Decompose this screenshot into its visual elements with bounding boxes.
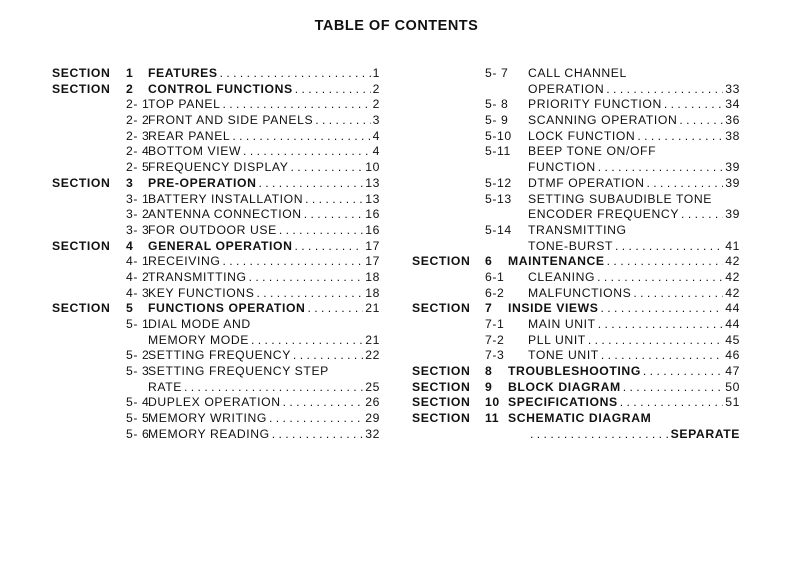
dot-leader bbox=[258, 176, 363, 192]
page-number: 34 bbox=[725, 97, 740, 112]
toc-entry bbox=[52, 192, 380, 208]
toc-entry bbox=[412, 270, 740, 286]
page-number: 3 bbox=[372, 113, 380, 128]
entry-number: 2- 3 bbox=[126, 128, 150, 143]
toc-entry bbox=[412, 223, 740, 239]
page-number: 39 bbox=[725, 175, 740, 190]
entry-title: MAIN UNIT bbox=[528, 317, 596, 331]
dot-leader bbox=[681, 207, 723, 223]
toc-entry bbox=[52, 395, 380, 411]
entry-number: 7-3 bbox=[485, 348, 505, 363]
toc-entry bbox=[412, 113, 740, 129]
entry-title: TRANSMITTING bbox=[148, 269, 247, 284]
entry-title: INSIDE VIEWS bbox=[508, 301, 599, 316]
page-number: 16 bbox=[365, 222, 380, 237]
section-label: SECTION bbox=[52, 175, 111, 190]
entry-title: TOP PANEL bbox=[148, 97, 221, 112]
toc-entry bbox=[52, 427, 380, 443]
page-number: 39 bbox=[725, 207, 740, 222]
toc-entry bbox=[412, 427, 740, 443]
entry-number: 5-11 bbox=[485, 144, 511, 159]
entry-title: TROUBLESHOOTING bbox=[508, 364, 641, 379]
page-number: 4 bbox=[372, 144, 380, 159]
entry-number: 6-2 bbox=[485, 285, 505, 300]
entry-title: BEEP TONE ON/OFF bbox=[528, 144, 657, 159]
section-label: SECTION bbox=[412, 411, 471, 426]
entry-number: 4- 2 bbox=[126, 269, 150, 284]
toc-entry bbox=[52, 286, 380, 302]
entry-number: 6 bbox=[485, 254, 493, 269]
toc-entry bbox=[412, 333, 740, 349]
section-label: SECTION bbox=[412, 301, 471, 316]
entry-number: 11 bbox=[485, 411, 500, 426]
entry-number: 9 bbox=[485, 379, 493, 394]
dot-leader bbox=[643, 364, 723, 380]
entry-title: SCHEMATIC DIAGRAM bbox=[508, 411, 652, 426]
entry-title: ANTENNA CONNECTION bbox=[148, 207, 302, 222]
toc-entry bbox=[52, 317, 380, 333]
section-label: SECTION bbox=[52, 66, 111, 80]
entry-number: 3 bbox=[126, 175, 134, 190]
toc-entry bbox=[52, 411, 380, 427]
page-number: 13 bbox=[365, 175, 380, 190]
entry-title: MALFUNCTIONS bbox=[528, 285, 632, 300]
entry-title: FRONT AND SIDE PANELS bbox=[148, 113, 314, 128]
page-number: 33 bbox=[725, 81, 740, 96]
dot-leader bbox=[272, 427, 364, 443]
toc-right-column bbox=[412, 66, 740, 443]
toc-entry bbox=[412, 207, 740, 223]
page-number: 17 bbox=[365, 238, 380, 253]
page-number: 32 bbox=[365, 426, 380, 441]
toc-entry bbox=[412, 144, 740, 160]
dot-leader bbox=[232, 129, 370, 145]
page-number: 42 bbox=[725, 269, 740, 284]
entry-number: 8 bbox=[485, 364, 493, 379]
toc-entry bbox=[52, 239, 380, 255]
entry-number: 2- 2 bbox=[126, 113, 150, 128]
dot-leader bbox=[249, 270, 364, 286]
entry-number: 7 bbox=[485, 301, 493, 316]
toc-entry bbox=[52, 129, 380, 145]
entry-number: 5-12 bbox=[485, 175, 512, 190]
section-label: SECTION bbox=[52, 238, 111, 253]
dot-leader bbox=[220, 66, 371, 82]
entry-title: SPECIFICATIONS bbox=[508, 395, 618, 410]
page-number: SEPARATE bbox=[670, 426, 740, 441]
entry-title: LOCK FUNCTION bbox=[528, 128, 636, 143]
toc-entry bbox=[412, 348, 740, 364]
dot-leader bbox=[623, 380, 723, 396]
entry-number: 10 bbox=[485, 395, 500, 410]
toc-entry bbox=[52, 176, 380, 192]
page-number: 36 bbox=[725, 113, 740, 128]
toc-entry bbox=[52, 66, 380, 82]
page-number: 21 bbox=[365, 301, 380, 316]
dot-leader bbox=[293, 348, 363, 364]
page-number: 46 bbox=[725, 348, 740, 363]
toc-left-column bbox=[52, 66, 380, 443]
dot-leader bbox=[620, 395, 723, 411]
page-number: 2 bbox=[372, 81, 380, 96]
toc-entry bbox=[412, 82, 740, 98]
entry-title: MEMORY READING bbox=[148, 426, 270, 441]
dot-leader bbox=[606, 82, 723, 98]
page-number: 18 bbox=[365, 285, 380, 300]
entry-title: MEMORY MODE bbox=[148, 332, 249, 347]
toc-entry bbox=[412, 97, 740, 113]
toc-entry bbox=[412, 364, 740, 380]
dot-leader bbox=[601, 348, 723, 364]
entry-title: TONE UNIT bbox=[528, 348, 599, 363]
dot-leader bbox=[664, 97, 723, 113]
entry-title: GENERAL OPERATION bbox=[148, 238, 293, 253]
entry-number: 4 bbox=[126, 238, 134, 253]
entry-title: CALL CHANNEL bbox=[528, 66, 627, 80]
page-number: 13 bbox=[365, 191, 380, 206]
section-label: SECTION bbox=[412, 254, 471, 269]
entry-title: SCANNING OPERATION bbox=[528, 113, 678, 128]
page-number: 18 bbox=[365, 269, 380, 284]
entry-number: 5-10 bbox=[485, 128, 512, 143]
toc-entry bbox=[412, 192, 740, 208]
page-number: 26 bbox=[365, 395, 380, 410]
entry-number: 5- 2 bbox=[126, 348, 150, 363]
entry-title: DIAL MODE AND bbox=[148, 317, 251, 331]
entry-title: BATTERY INSTALLATION bbox=[148, 191, 304, 206]
toc-entry bbox=[412, 286, 740, 302]
dot-leader bbox=[256, 286, 363, 302]
dot-leader bbox=[184, 380, 363, 396]
entry-number: 2 bbox=[126, 81, 134, 96]
dot-leader bbox=[290, 160, 363, 176]
toc-entry bbox=[52, 144, 380, 160]
entry-title: RATE bbox=[148, 379, 182, 394]
entry-number: 3- 2 bbox=[126, 207, 150, 222]
entry-title: DUPLEX OPERATION bbox=[148, 395, 281, 410]
toc-entry bbox=[52, 82, 380, 98]
entry-title: OPERATION bbox=[528, 81, 605, 96]
page-number: 42 bbox=[725, 254, 740, 269]
dot-leader bbox=[530, 427, 669, 443]
entry-title: MAINTENANCE bbox=[508, 254, 605, 269]
dot-leader bbox=[251, 333, 363, 349]
entry-title: FOR OUTDOOR USE bbox=[148, 222, 277, 237]
entry-title: TONE-BURST bbox=[528, 238, 613, 253]
dot-leader bbox=[283, 395, 364, 411]
toc-entry bbox=[52, 301, 380, 317]
dot-leader bbox=[269, 411, 363, 427]
page-number: 10 bbox=[365, 160, 380, 175]
entry-title: BLOCK DIAGRAM bbox=[508, 379, 621, 394]
page-number: 50 bbox=[725, 379, 740, 394]
entry-title: PRIORITY FUNCTION bbox=[528, 97, 662, 112]
dot-leader bbox=[315, 113, 370, 129]
entry-title: SETTING SUBAUDIBLE TONE bbox=[528, 191, 713, 206]
dot-leader bbox=[679, 113, 723, 129]
page-number: 51 bbox=[725, 395, 740, 410]
page-number: 47 bbox=[725, 364, 740, 379]
entry-number: 2- 1 bbox=[126, 97, 150, 112]
toc-entry bbox=[52, 113, 380, 129]
dot-leader bbox=[598, 160, 723, 176]
entry-title: PLL UNIT bbox=[528, 332, 586, 347]
toc-entry bbox=[412, 317, 740, 333]
toc-entry bbox=[52, 364, 380, 380]
dot-leader bbox=[607, 254, 724, 270]
toc-entry bbox=[52, 160, 380, 176]
dot-leader bbox=[597, 270, 723, 286]
toc-entry bbox=[412, 395, 740, 411]
entry-title: RECEIVING bbox=[148, 254, 221, 269]
dot-leader bbox=[647, 176, 724, 192]
toc-entry bbox=[52, 380, 380, 396]
dot-leader bbox=[601, 301, 724, 317]
dot-leader bbox=[295, 239, 364, 255]
toc-entry bbox=[412, 176, 740, 192]
page-number: 44 bbox=[725, 317, 740, 331]
dot-leader bbox=[305, 192, 363, 208]
dot-leader bbox=[222, 97, 370, 113]
entry-number: 7-2 bbox=[485, 332, 505, 347]
page-number: 17 bbox=[365, 254, 380, 269]
toc-entry bbox=[412, 254, 740, 270]
entry-number: 4- 3 bbox=[126, 285, 150, 300]
entry-title: CONTROL FUNCTIONS bbox=[148, 81, 293, 96]
entry-number: 5 bbox=[126, 301, 134, 316]
entry-number: 5- 8 bbox=[485, 97, 509, 112]
dot-leader bbox=[637, 129, 723, 145]
entry-title: SETTING FREQUENCY STEP bbox=[148, 364, 329, 379]
toc-entry bbox=[412, 160, 740, 176]
toc-entry bbox=[412, 129, 740, 145]
dot-leader bbox=[598, 317, 724, 333]
page-number: 25 bbox=[365, 379, 380, 394]
toc-entry bbox=[412, 66, 740, 82]
page-number: 29 bbox=[365, 411, 380, 426]
page-number: 21 bbox=[365, 332, 380, 347]
page-number: 41 bbox=[725, 238, 740, 253]
entry-number: 5- 1 bbox=[126, 317, 150, 331]
dot-leader bbox=[243, 144, 371, 160]
toc-entry bbox=[412, 301, 740, 317]
entry-title: PRE-OPERATION bbox=[148, 175, 257, 190]
entry-number: 5- 4 bbox=[126, 395, 150, 410]
dot-leader bbox=[295, 82, 371, 98]
toc-entry bbox=[52, 270, 380, 286]
entry-number: 2- 4 bbox=[126, 144, 150, 159]
entry-title: FEATURES bbox=[148, 66, 218, 80]
entry-title: ENCODER FREQUENCY bbox=[528, 207, 680, 222]
entry-title: TRANSMITTING bbox=[528, 222, 627, 237]
entry-title: FUNCTION bbox=[528, 160, 596, 175]
entry-title: CLEANING bbox=[528, 269, 596, 284]
entry-title: BOTTOM VIEW bbox=[148, 144, 242, 159]
entry-title: FREQUENCY DISPLAY bbox=[148, 160, 289, 175]
entry-number: 3- 1 bbox=[126, 191, 150, 206]
entry-number: 5- 6 bbox=[126, 426, 150, 441]
dot-leader bbox=[633, 286, 723, 302]
entry-title: DTMF OPERATION bbox=[528, 175, 645, 190]
toc-entry bbox=[52, 207, 380, 223]
dot-leader bbox=[588, 333, 723, 349]
dot-leader bbox=[615, 239, 723, 255]
dot-leader bbox=[279, 223, 363, 239]
entry-title: SETTING FREQUENCY bbox=[148, 348, 291, 363]
page-number: 2 bbox=[372, 97, 380, 112]
toc-entry bbox=[52, 348, 380, 364]
page-number: 42 bbox=[725, 285, 740, 300]
page-number: 39 bbox=[725, 160, 740, 175]
toc-entry bbox=[52, 223, 380, 239]
entry-number: 5- 5 bbox=[126, 411, 150, 426]
entry-title: REAR PANEL bbox=[148, 128, 231, 143]
page-number: 44 bbox=[725, 301, 740, 316]
page-number: 22 bbox=[365, 348, 380, 363]
section-label: SECTION bbox=[412, 379, 471, 394]
dot-leader bbox=[304, 207, 364, 223]
dot-leader bbox=[307, 301, 363, 317]
entry-title: MEMORY WRITING bbox=[148, 411, 267, 426]
entry-number: 5- 7 bbox=[485, 66, 509, 80]
entry-number: 3- 3 bbox=[126, 222, 150, 237]
page-number: 1 bbox=[372, 66, 380, 80]
page-number: 38 bbox=[725, 128, 740, 143]
toc-entry bbox=[412, 239, 740, 255]
toc-entry bbox=[52, 97, 380, 113]
entry-number: 2- 5 bbox=[126, 160, 150, 175]
entry-title: KEY FUNCTIONS bbox=[148, 285, 255, 300]
section-label: SECTION bbox=[52, 301, 111, 316]
page-number: 45 bbox=[725, 332, 740, 347]
section-label: SECTION bbox=[52, 81, 111, 96]
page-title: TABLE OF CONTENTS bbox=[314, 18, 479, 34]
toc-entry bbox=[412, 411, 740, 427]
entry-number: 6-1 bbox=[485, 269, 505, 284]
entry-number: 5- 9 bbox=[485, 113, 509, 128]
page-number: 16 bbox=[365, 207, 380, 222]
page-number: 4 bbox=[372, 128, 380, 143]
entry-number: 5-13 bbox=[485, 191, 512, 206]
entry-number: 4- 1 bbox=[126, 254, 150, 269]
section-label: SECTION bbox=[412, 364, 471, 379]
toc-entry bbox=[412, 380, 740, 396]
toc-entry bbox=[52, 254, 380, 270]
entry-number: 5- 3 bbox=[126, 364, 150, 379]
entry-number: 1 bbox=[126, 66, 134, 80]
entry-number: 7-1 bbox=[485, 317, 505, 331]
section-label: SECTION bbox=[412, 395, 471, 410]
dot-leader bbox=[222, 254, 363, 270]
toc-entry bbox=[52, 333, 380, 349]
entry-title: FUNCTIONS OPERATION bbox=[148, 301, 306, 316]
entry-number: 5-14 bbox=[485, 222, 512, 237]
